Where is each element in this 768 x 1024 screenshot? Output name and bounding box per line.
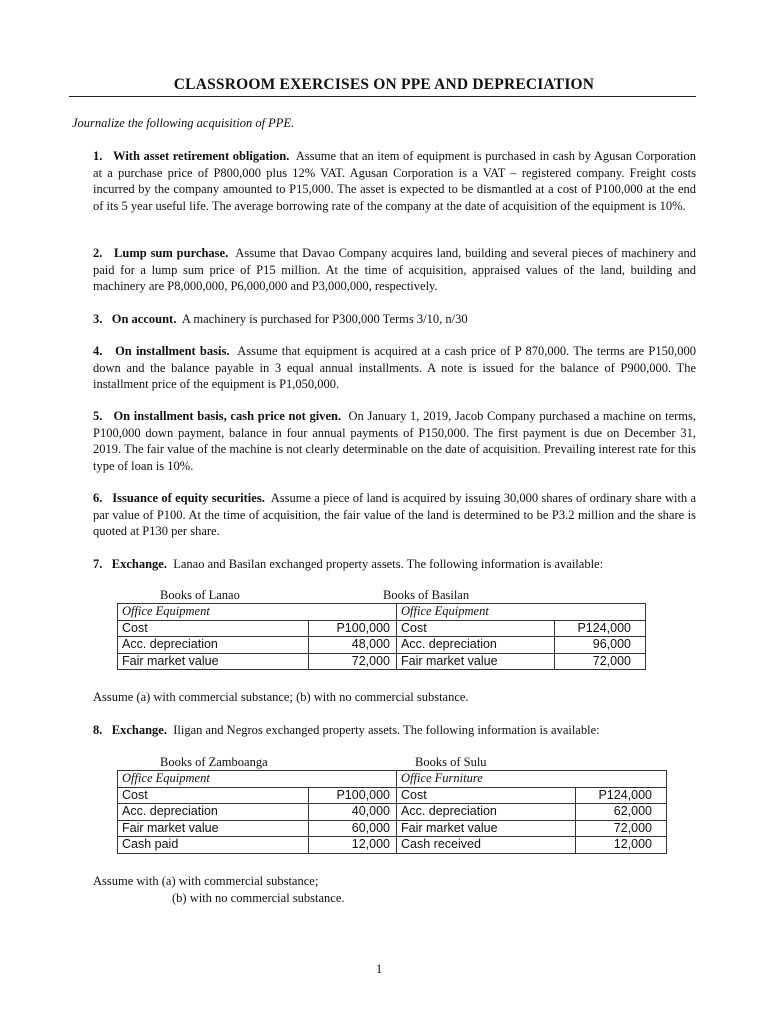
- cell-value: 72,000: [576, 820, 667, 837]
- cell-label: Fair market value: [118, 653, 309, 670]
- item-1-number: 1.: [93, 149, 103, 163]
- item-1-text: Assume that an item of equipment is purchased in cash by Agusan Corporation at a purchase price of P800,000 plus 12% VAT. Agusan Corporation is a VAT – registered company. Freight costs incurred by the company amounted to P15,000. The asset is expected to be dismantled at a cost of P100,000 at the end of its 5 year useful life. The average borrowing rate of the company at the date of acquisition of the equipment is 10%.: [93, 149, 697, 213]
- cell-value: 96,000: [555, 637, 646, 654]
- item-5-heading: On installment basis, cash price not given.: [113, 409, 342, 423]
- table8-left-sub: Office Equipment: [118, 771, 397, 788]
- item-2-heading: Lump sum purchase.: [114, 246, 229, 260]
- table7-note: Assume (a) with commercial substance; (b) with no commercial substance.: [93, 690, 469, 704]
- cell-value: 72,000: [555, 653, 646, 670]
- item-7-text: Lanao and Basilan exchanged property assets. The following information is available:: [173, 557, 604, 571]
- table7-left-book: Books of Lanao: [160, 588, 240, 602]
- table-row: [118, 620, 646, 637]
- item-6-number: 6.: [93, 491, 103, 505]
- page-title: CLASSROOM EXERCISES ON PPE AND DEPRECIATION: [173, 76, 595, 93]
- cell-value: 48,000: [309, 637, 397, 654]
- cell-label: Cost: [118, 620, 309, 637]
- item-4-heading: On installment basis.: [115, 344, 230, 358]
- exchange-table-8: [117, 770, 667, 854]
- cell-value: 40,000: [309, 804, 397, 821]
- item-1: [93, 148, 696, 214]
- item-3-number: 3.: [93, 312, 103, 326]
- table8-note-line2: (b) with no commercial substance.: [172, 891, 345, 905]
- item-3-text: A machinery is purchased for P300,000 Terms 3/10, n/30: [181, 312, 468, 326]
- item-7-number: 7.: [93, 557, 103, 571]
- item-8: [93, 722, 696, 739]
- item-5-text: On January 1, 2019, Jacob Company purchased a machine on terms, P100,000 down payment, balance in four annual payments of P150,000. The first payment is due on December 31, 2019. The fair value of the machine is not clearly determinable on the date of acquisition. Prevailing interest rate for this type of loan is 10%.: [93, 409, 697, 473]
- item-6-heading: Issuance of equity securities.: [112, 491, 265, 505]
- cell-label: Cost: [118, 787, 309, 804]
- cell-value: P100,000: [309, 620, 397, 637]
- cell-value: P100,000: [309, 787, 397, 804]
- table-row: [118, 604, 646, 621]
- table8-right-book: Books of Sulu: [415, 755, 487, 769]
- item-2-text: Assume that Davao Company acquires land, building and several pieces of machinery and paid for a lump sum price of P15 million. At the time of acquisition, appraised values of the land, building and machinery are P8,000,000, P6,000,000 and P3,000,000, respectively.: [93, 246, 697, 293]
- item-7-heading: Exchange.: [111, 557, 167, 571]
- cell-label: Cash received: [397, 837, 576, 854]
- cell-label: Fair market value: [397, 820, 576, 837]
- item-2: [93, 245, 696, 295]
- cell-label: Acc. depreciation: [118, 804, 309, 821]
- item-8-heading: Exchange.: [111, 723, 167, 737]
- item-3: [93, 311, 696, 328]
- table8-right-sub: Office Furniture: [397, 771, 667, 788]
- title-rule: [69, 96, 696, 97]
- item-4: [93, 343, 696, 393]
- item-8-number: 8.: [93, 723, 103, 737]
- table-row: [118, 787, 667, 804]
- item-5: [93, 408, 696, 474]
- table8-note-line1: Assume with (a) with commercial substance;: [93, 874, 319, 888]
- item-1-heading: With asset retirement obligation.: [113, 149, 290, 163]
- intro-text: Journalize the following acquisition of PPE.: [72, 116, 295, 130]
- cell-value: 60,000: [309, 820, 397, 837]
- cell-label: Fair market value: [397, 653, 555, 670]
- cell-label: Fair market value: [118, 820, 309, 837]
- table8-left-book: Books of Zamboanga: [160, 755, 268, 769]
- cell-label: Cost: [397, 620, 555, 637]
- table-row: [118, 653, 646, 670]
- item-6-text: Assume a piece of land is acquired by issuing 30,000 shares of ordinary share with a par value of P100. At the time of acquisition, the fair value of the land is determined to be P3.2 million and the share is quoted at P130 per share.: [93, 491, 697, 538]
- item-2-number: 2.: [93, 246, 103, 260]
- cell-value: P124,000: [576, 787, 667, 804]
- cell-label: Cash paid: [118, 837, 309, 854]
- item-8-text: Iligan and Negros exchanged property assets. The following information is available:: [173, 723, 600, 737]
- cell-value: 12,000: [576, 837, 667, 854]
- item-7: [93, 556, 696, 573]
- table7-right-sub: Office Equipment: [397, 604, 646, 621]
- table-row: [118, 771, 667, 788]
- cell-value: P124,000: [555, 620, 646, 637]
- cell-label: Acc. depreciation: [397, 804, 576, 821]
- cell-label: Acc. depreciation: [397, 637, 555, 654]
- table-row: [118, 837, 667, 854]
- table-row: [118, 804, 667, 821]
- cell-value: 72,000: [309, 653, 397, 670]
- table-row: [118, 637, 646, 654]
- table-row: [118, 820, 667, 837]
- item-3-heading: On account.: [111, 312, 177, 326]
- item-5-number: 5.: [93, 409, 103, 423]
- item-6: [93, 490, 696, 540]
- exchange-table-7: [117, 603, 646, 670]
- page-number: 1: [376, 962, 383, 976]
- cell-label: Acc. depreciation: [118, 637, 309, 654]
- cell-label: Cost: [397, 787, 576, 804]
- table7-right-book: Books of Basilan: [383, 588, 470, 602]
- table7-left-sub: Office Equipment: [118, 604, 397, 621]
- item-4-text: Assume that equipment is acquired at a cash price of P 870,000. The terms are P150,000 down and the balance payable in 3 equal annual installments. A note is issued for the balance of P900,000. The installment price of the equipment is P1,050,000.: [93, 344, 696, 391]
- cell-value: 12,000: [309, 837, 397, 854]
- item-4-number: 4.: [93, 344, 103, 358]
- cell-value: 62,000: [576, 804, 667, 821]
